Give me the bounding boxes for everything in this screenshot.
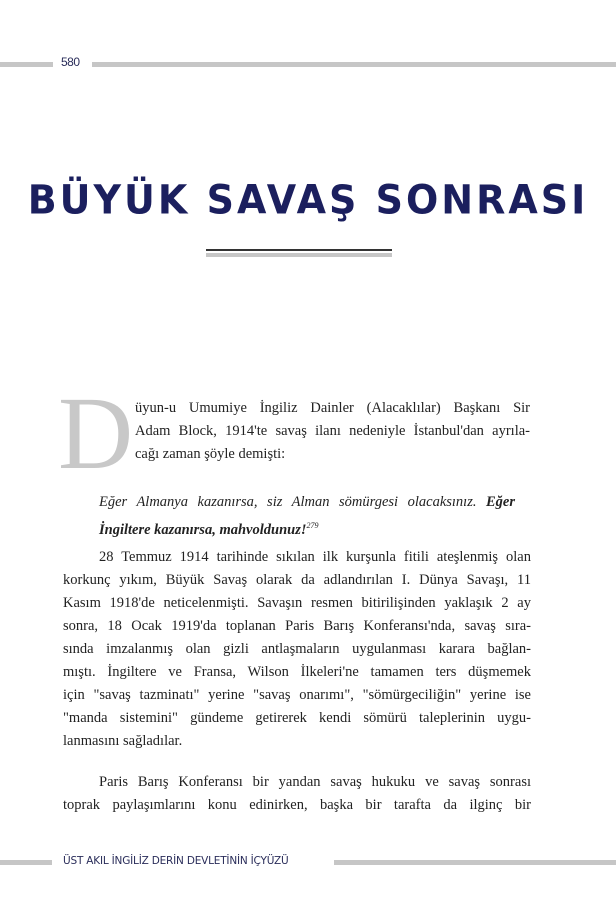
text-line: lanmasını sağladılar. bbox=[63, 733, 183, 749]
title-rule-dark bbox=[206, 249, 392, 251]
text-line: sonra, 18 Ocak 1919'da toplanan Paris Barış Konferansı'nda, savaş sıra- bbox=[63, 618, 531, 634]
header-rule-left bbox=[0, 62, 53, 67]
quote-line bbox=[99, 491, 515, 514]
text-line: "manda sistemini" gündeme getirerek kendi sömürü taleplerinin uygu- bbox=[63, 710, 531, 726]
footer-rule-left bbox=[0, 860, 52, 865]
text-line: mıştı. İngiltere ve Fransa, Wilson İlkeleri'ne tamamen ters düşmemek bbox=[63, 664, 531, 680]
text-line: toprak paylaşımlarını konu edinirken, başka bir tarafta da ilginç bir bbox=[63, 797, 531, 813]
text-line: üyun-u Umumiye İngiliz Dainler (Alacaklılar) Başkanı Sir bbox=[135, 400, 530, 416]
page-number: 580 bbox=[61, 55, 80, 69]
footer-book-title: ÜST AKIL İNGİLİZ DERİN DEVLETİNİN İÇYÜZÜ bbox=[63, 855, 289, 867]
text-line: Paris Barış Konferansı bir yandan savaş hukuku ve savaş sonrası bbox=[99, 774, 531, 790]
text-line: korkunç yıkım, Büyük Savaş olarak da adlandırılan I. Dünya Savaşı, 11 bbox=[63, 572, 531, 588]
text-line: cağı zaman şöyle demişti: bbox=[135, 446, 286, 462]
quote-italic: Eğer Almanya kazanırsa, siz Alman sömürgesi olacaksınız. bbox=[99, 494, 477, 510]
text-line: Adam Block, 1914'te savaş ilanı nedeniyle İstanbul'dan ayrıla- bbox=[135, 423, 530, 439]
text-line: sında imzalanmış olan gizli antlaşmaların uygulanması karara bağlan- bbox=[63, 641, 531, 657]
footnote-ref: 279 bbox=[306, 521, 319, 530]
quote-line bbox=[99, 514, 515, 537]
header-rule-right bbox=[92, 62, 616, 67]
quote-bold: Eğer bbox=[486, 494, 516, 510]
chapter-title: BÜYÜK SAVAŞ SONRASI bbox=[27, 176, 589, 224]
footer-rule-right bbox=[334, 860, 616, 865]
text-line: 28 Temmuz 1914 tarihinde sıkılan ilk kurşunla fitili ateşlenmiş olan bbox=[99, 549, 531, 565]
text-line: Kasım 1918'de neticelenmişti. Savaşın resmen bitirilişinden yaklaşık 2 ay bbox=[63, 595, 531, 611]
title-rule-gray bbox=[206, 253, 392, 257]
quote-bold: İngiltere kazanırsa, mahvoldunuz! bbox=[99, 522, 307, 538]
text-line: için "savaş tazminatı" yerine "savaş onarımı", "sömürgeciliğin" yerine ise bbox=[63, 687, 531, 703]
drop-cap: D bbox=[58, 376, 134, 491]
